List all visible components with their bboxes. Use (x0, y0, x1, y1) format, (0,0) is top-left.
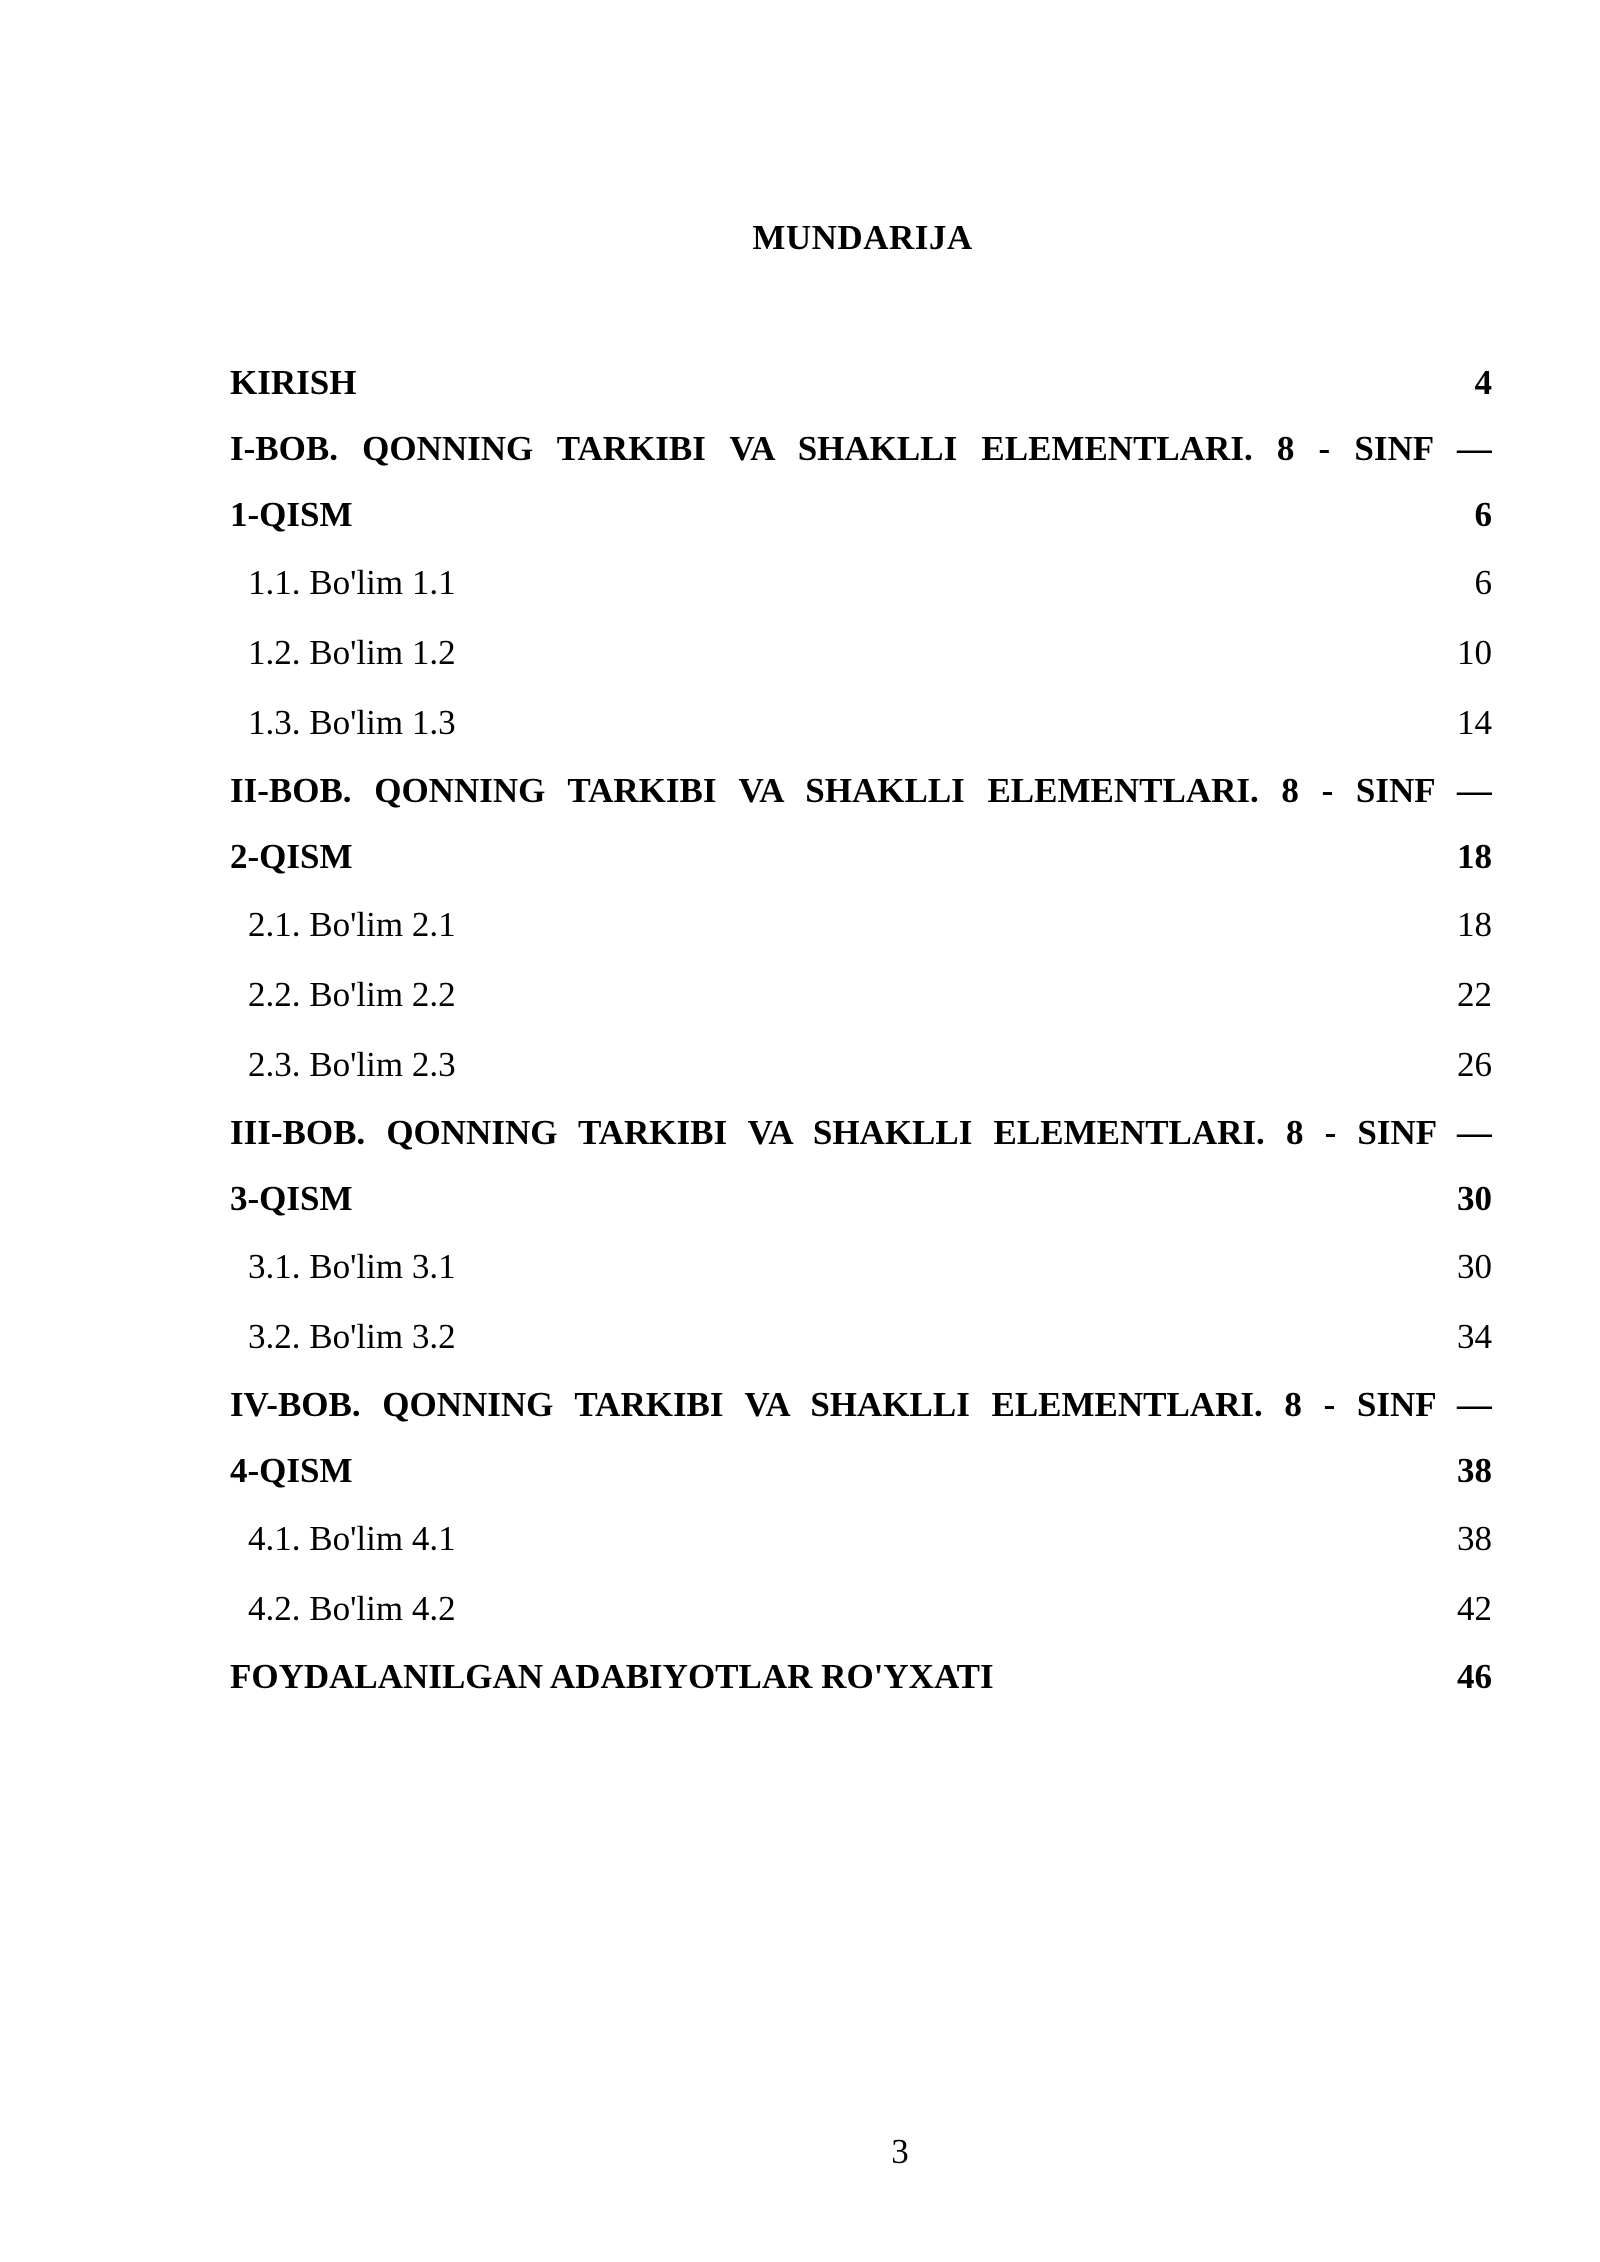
toc-chapter-3-title[interactable]: III-BOB. QONNING TARKIBI VA SHAKLLI ELEMENTLARI. 8 - SINF — (230, 1113, 1492, 1152)
toc-section-4-1[interactable] (230, 1504, 1492, 1574)
toc-section-2-3[interactable] (230, 1030, 1492, 1100)
toc-entry-page: 38 (1457, 1519, 1492, 1558)
toc-chapter-1-entry[interactable] (230, 482, 1492, 548)
toc-entry-label: 2.1. Bo'lim 2.1 (248, 905, 456, 944)
toc-chapter-4-title[interactable]: IV-BOB. QONNING TARKIBI VA SHAKLLI ELEMENTLARI. 8 - SINF — (230, 1385, 1492, 1424)
toc-entry-page: 46 (1457, 1657, 1492, 1696)
toc-chapter-3-entry[interactable] (230, 1166, 1492, 1232)
toc-section-1-3[interactable] (230, 688, 1492, 758)
toc-entry-page: 30 (1457, 1179, 1492, 1218)
toc-entry-label: 4.1. Bo'lim 4.1 (248, 1519, 456, 1558)
toc-chapter-1-title[interactable]: I-BOB. QONNING TARKIBI VA SHAKLLI ELEMENTLARI. 8 - SINF — (230, 429, 1492, 468)
toc-entry-label: 1.1. Bo'lim 1.1 (248, 563, 456, 602)
toc-section-4-2[interactable] (230, 1574, 1492, 1644)
toc-entry-label: 3-QISM (230, 1179, 353, 1218)
toc-entry-label: 1.3. Bo'lim 1.3 (248, 703, 456, 742)
table-of-contents (230, 350, 1492, 1710)
toc-entry-label: KIRISH (230, 363, 357, 402)
toc-chapter-4-entry[interactable] (230, 1438, 1492, 1504)
toc-entry-page: 34 (1457, 1317, 1492, 1356)
toc-entry-label: FOYDALANILGAN ADABIYOTLAR RO'YXATI (230, 1657, 994, 1696)
toc-entry-page: 38 (1457, 1451, 1492, 1490)
toc-entry-label: 4-QISM (230, 1451, 353, 1490)
toc-entry-page: 6 (1474, 495, 1492, 534)
toc-entry-references[interactable] (230, 1644, 1492, 1710)
toc-section-2-2[interactable] (230, 960, 1492, 1030)
page-title: MUNDARIJA (752, 218, 973, 257)
toc-entry-label: 3.2. Bo'lim 3.2 (248, 1317, 456, 1356)
toc-entry-page: 30 (1457, 1247, 1492, 1286)
toc-entry-page: 18 (1457, 837, 1492, 876)
toc-section-1-1[interactable] (230, 548, 1492, 618)
toc-chapter-2-title[interactable]: II-BOB. QONNING TARKIBI VA SHAKLLI ELEMENTLARI. 8 - SINF — (230, 771, 1492, 810)
toc-entry-label: 2.3. Bo'lim 2.3 (248, 1045, 456, 1084)
toc-chapter-2-entry[interactable] (230, 824, 1492, 890)
toc-section-2-1[interactable] (230, 890, 1492, 960)
toc-entry-page: 26 (1457, 1045, 1492, 1084)
toc-entry-label: 2.2. Bo'lim 2.2 (248, 975, 456, 1014)
toc-entry-page: 4 (1474, 363, 1492, 402)
toc-entry-label: 1.2. Bo'lim 1.2 (248, 633, 456, 672)
toc-entry-page: 10 (1457, 633, 1492, 672)
toc-entry-label: 3.1. Bo'lim 3.1 (248, 1247, 456, 1286)
toc-entry-label: 4.2. Bo'lim 4.2 (248, 1589, 456, 1628)
toc-section-3-2[interactable] (230, 1302, 1492, 1372)
page-number: 3 (891, 2132, 909, 2171)
toc-entry-page: 6 (1474, 563, 1492, 602)
toc-entry-page: 18 (1457, 905, 1492, 944)
toc-entry-page: 14 (1457, 703, 1492, 742)
toc-section-3-1[interactable] (230, 1232, 1492, 1302)
toc-entry-label: 1-QISM (230, 495, 353, 534)
toc-entry-label: 2-QISM (230, 837, 353, 876)
toc-entry-kirish[interactable] (230, 350, 1492, 416)
toc-entry-page: 22 (1457, 975, 1492, 1014)
toc-entry-page: 42 (1457, 1589, 1492, 1628)
toc-section-1-2[interactable] (230, 618, 1492, 688)
